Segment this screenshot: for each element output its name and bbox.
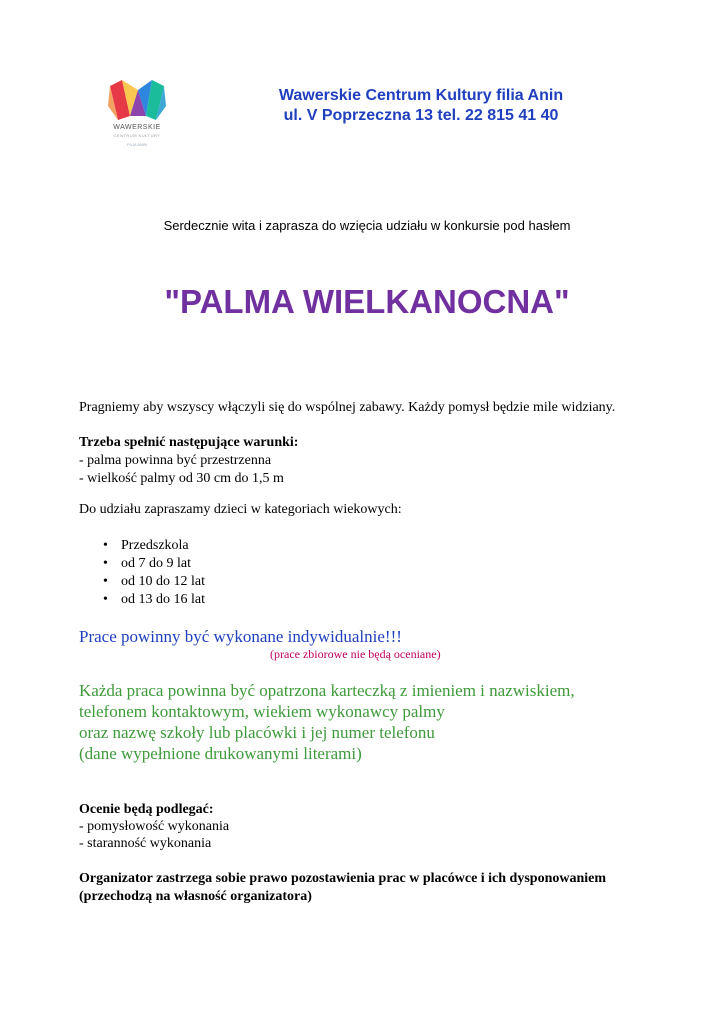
organizer-note bbox=[79, 870, 606, 906]
organizer-line: (przechodzą na własność organizatora) bbox=[79, 889, 312, 904]
logo-subtitle: CENTRUM KULTURY bbox=[113, 133, 161, 138]
label-info-line: oraz nazwę szkoły lub placówki i jej numer telefonu bbox=[79, 723, 435, 742]
category-item: • od 7 do 9 lat bbox=[103, 555, 205, 573]
category-item: • od 13 do 16 lat bbox=[103, 591, 205, 609]
category-item: • Przedszkola bbox=[103, 537, 205, 555]
paragraph-1: Pragniemy aby wszyscy włączyli się do wspólnej zabawy. Każdy pomysł będzie mile widziany. bbox=[79, 400, 616, 415]
condition-item: - wielkość palmy od 30 cm do 1,5 m bbox=[79, 471, 284, 486]
contest-title: "PALMA WIELKANOCNA" bbox=[164, 283, 570, 320]
organizer-line: Organizator zastrzega sobie prawo pozostawienia prac w placówce i ich dysponowaniem bbox=[79, 871, 607, 886]
header-line-2: ul. V Poprzeczna 13 tel. 22 815 41 40 bbox=[283, 107, 559, 124]
label-info-line: (dane wypełnione drukowanymi literami) bbox=[79, 744, 362, 763]
wck-logo bbox=[104, 76, 170, 156]
intro-text: Serdecznie wita i zaprasza do wzięcia udziału w konkursie pod hasłem bbox=[163, 218, 571, 233]
logo-name: WAWERSKIE bbox=[113, 124, 161, 131]
assessment-heading: Ocenie będą podlegać: bbox=[79, 802, 214, 817]
assessment-item: - staranność wykonania bbox=[79, 836, 212, 851]
header bbox=[240, 86, 602, 126]
conditions-heading: Trzeba spełnić następujące warunki: bbox=[79, 435, 299, 450]
categories-intro: Do udziału zapraszamy dzieci w kategoriach wiekowych: bbox=[79, 502, 402, 517]
logo-subtitle-2: FILIA ANIN bbox=[127, 142, 147, 147]
conditions bbox=[79, 434, 298, 488]
label-info-line: Każda praca powinna być opatrzona karteczką z imieniem i nazwiskiem, bbox=[79, 681, 575, 700]
category-item: • od 10 do 12 lat bbox=[103, 573, 205, 591]
header-line-1: Wawerskie Centrum Kultury filia Anin bbox=[278, 87, 564, 104]
label-info bbox=[79, 680, 575, 764]
group-work-note: (prace zbiorowe nie będą oceniane) bbox=[270, 647, 441, 661]
assessment-item: - pomysłowość wykonania bbox=[79, 819, 230, 834]
label-info-line: telefonem kontaktowym, wiekiem wykonawcy palmy bbox=[79, 702, 445, 721]
individual-work-note: Prace powinny być wykonane indywidualnie!!! bbox=[79, 627, 402, 646]
condition-item: - palma powinna być przestrzenna bbox=[79, 453, 272, 468]
logo-w-icon bbox=[104, 76, 170, 122]
categories-list bbox=[103, 537, 205, 609]
assessment bbox=[79, 801, 229, 852]
